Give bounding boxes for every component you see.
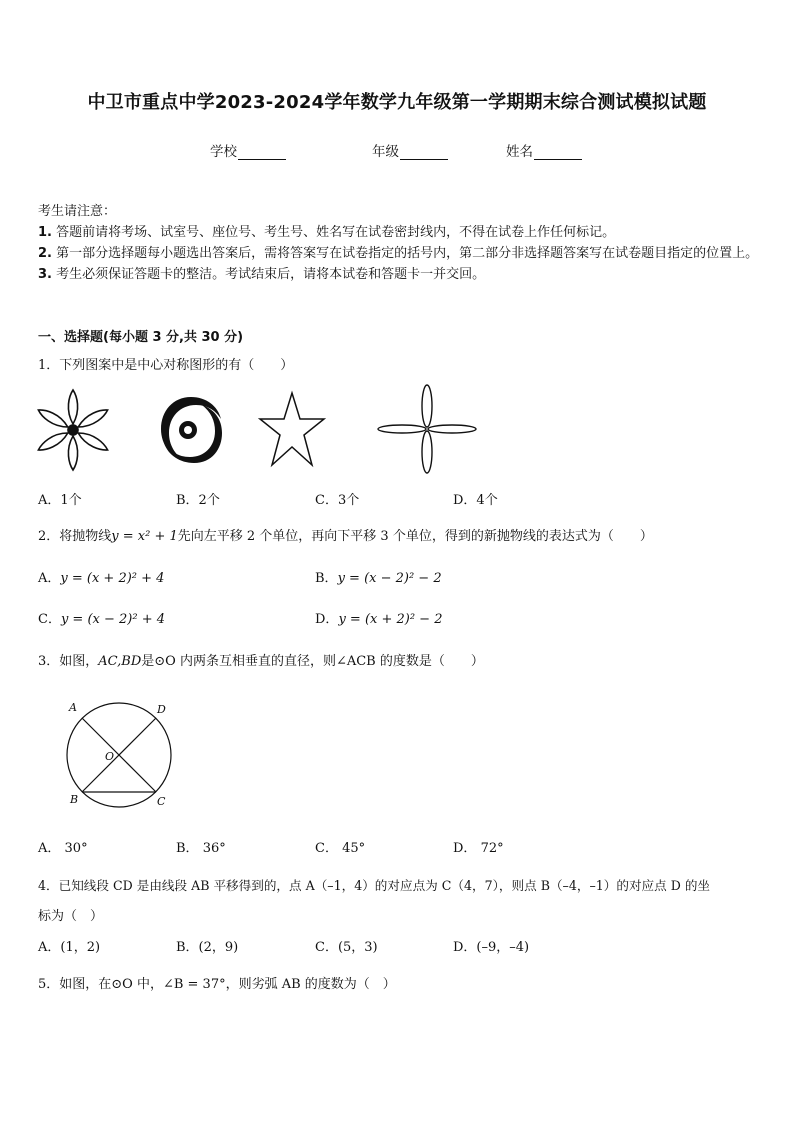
question-4-line2: 标为（ ） <box>38 909 104 924</box>
q2-option-d[interactable]: D．y = (x + 2)² − 2 <box>315 612 443 627</box>
q2-option-c[interactable]: C．y = (x − 2)² + 4 <box>38 612 165 627</box>
q1-option-c[interactable]: C．3个 <box>315 493 360 508</box>
page-title: 中卫市重点中学2023-2024学年数学九年级第一学期期末综合测试模拟试题 <box>87 92 707 113</box>
question-2: 2．将抛物线y = x² + 1先向左平移 2 个单位，再向下平移 3 个单位，得到的新抛物线的表达式为（ ） <box>38 529 653 544</box>
star-icon <box>258 391 326 469</box>
swirl-logo-icon <box>158 393 224 467</box>
school-blank[interactable] <box>238 145 286 160</box>
grade-blank[interactable] <box>400 145 448 160</box>
q1-option-b[interactable]: B．2个 <box>176 493 220 508</box>
q3-option-d[interactable]: D． 72° <box>453 841 504 856</box>
school-field <box>210 140 286 160</box>
q3-option-b[interactable]: B． 36° <box>176 841 226 856</box>
grade-field <box>372 140 448 160</box>
q4-option-b[interactable]: B．(2，9) <box>176 940 239 955</box>
q2-option-a[interactable]: A．y = (x + 2)² + 4 <box>38 571 165 586</box>
school-label: 学校 <box>210 144 237 160</box>
section-heading: 一、选择题(每小题 3 分,共 30 分) <box>38 330 244 345</box>
question-3: 3．如图，AC,BD是⊙O 内两条互相垂直的直径，则∠ACB 的度数是（ ） <box>38 654 484 669</box>
q2-formula: y = x² + 1 <box>111 529 178 544</box>
question-1: 1．下列图案中是中心对称图形的有（ ） <box>38 358 294 373</box>
grade-label: 年级 <box>372 144 399 160</box>
label-o: O <box>105 750 115 763</box>
notice-item-2: 2. 第一部分选择题每小题选出答案后，需将答案写在试卷指定的括号内，第二部分非选择题答案写在试卷题目指定的位置上。 <box>38 246 759 261</box>
notice-heading: 考生请注意： <box>38 204 117 219</box>
name-label: 姓名 <box>506 144 533 160</box>
label-c: C <box>157 795 166 808</box>
q1-option-a[interactable]: A．1个 <box>38 493 82 508</box>
q2-option-b[interactable]: B．y = (x − 2)² − 2 <box>315 571 442 586</box>
q4-option-d[interactable]: D．(–9，–4) <box>453 940 530 955</box>
question-5: 5．如图，在⊙O 中，∠B = 37°，则劣弧 AB 的度数为（ ） <box>38 977 396 992</box>
four-petal-icon <box>376 384 478 474</box>
circle-diagram <box>60 696 180 812</box>
label-d: D <box>157 703 166 716</box>
q3-option-a[interactable]: A． 30° <box>38 841 88 856</box>
flower-icon <box>38 388 108 468</box>
name-blank[interactable] <box>534 145 582 160</box>
label-b: B <box>70 793 79 806</box>
q4-option-c[interactable]: C．(5，3) <box>315 940 378 955</box>
name-field <box>506 140 582 160</box>
q3-option-c[interactable]: C． 45° <box>315 841 366 856</box>
notice-block <box>38 201 762 285</box>
label-a: A <box>69 701 77 714</box>
notice-item-3: 3. 考生必须保证答题卡的整洁。考试结束后，请将本试卷和答题卡一并交回。 <box>38 267 486 282</box>
notice-item-1: 1. 答题前请将考场、试室号、座位号、考生号、姓名写在试卷密封线内，不得在试卷上作任何标记。 <box>38 225 616 240</box>
q4-option-a[interactable]: A．(1，2) <box>38 940 101 955</box>
question-4-line1: 4．已知线段 CD 是由线段 AB 平移得到的，点 A（–1，4）的对应点为 C（4，7），则点 B（–4，–1）的对应点 D 的坐 <box>38 878 711 893</box>
q1-option-d[interactable]: D．4个 <box>453 493 498 508</box>
